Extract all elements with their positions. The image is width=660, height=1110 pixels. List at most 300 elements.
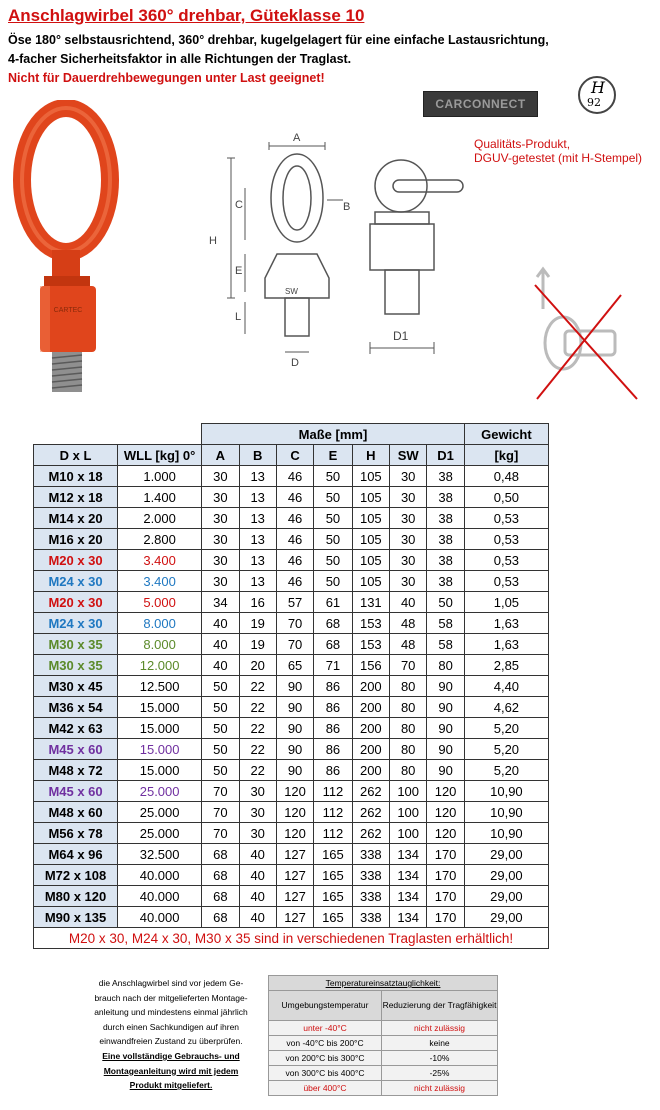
dimensions-header: Maße [mm]	[202, 424, 465, 445]
table-cell-c: 70	[276, 634, 313, 655]
table-cell-sw: 100	[390, 802, 427, 823]
col-header: H	[352, 445, 389, 466]
table-cell-d1: 90	[427, 697, 464, 718]
note-bold-line: Produkt mitgeliefert.	[129, 1080, 213, 1091]
table-cell-wll: 12.000	[118, 655, 202, 676]
table-row	[34, 466, 549, 487]
h-stamp-letter: H	[591, 78, 605, 97]
temp-col-header: Umgebungstemperatur	[269, 991, 382, 1021]
table-cell-dl: M64 x 96	[34, 844, 118, 865]
table-cell-a: 40	[202, 613, 239, 634]
table-cell-e: 50	[314, 466, 352, 487]
temp-cell-reduction: nicht zulässig	[382, 1081, 498, 1096]
table-cell-d1: 90	[427, 718, 464, 739]
table-cell-sw: 134	[390, 886, 427, 907]
col-header: C	[276, 445, 313, 466]
table-cell-d1: 38	[427, 466, 464, 487]
table-cell-sw: 48	[390, 613, 427, 634]
table-row	[34, 676, 549, 697]
label-d: D	[291, 357, 299, 369]
table-cell-wll: 3.400	[118, 550, 202, 571]
table-cell-a: 30	[202, 508, 239, 529]
table-cell-e: 86	[314, 718, 352, 739]
drawing-collar-side	[375, 212, 429, 224]
table-cell-e: 86	[314, 760, 352, 781]
table-cell-b: 13	[239, 529, 276, 550]
drawing-thread-front	[285, 298, 309, 336]
table-cell-w: 29,00	[464, 844, 548, 865]
table-cell-d1: 58	[427, 634, 464, 655]
table-cell-c: 46	[276, 508, 313, 529]
table-cell-w: 29,00	[464, 886, 548, 907]
table-cell-c: 120	[276, 781, 313, 802]
table-cell-e: 50	[314, 529, 352, 550]
table-cell-b: 19	[239, 634, 276, 655]
table-cell-b: 16	[239, 592, 276, 613]
table-cell-wll: 2.800	[118, 529, 202, 550]
drawing-eye-side	[375, 160, 427, 212]
table-cell-a: 70	[202, 823, 239, 844]
table-cell-c: 120	[276, 802, 313, 823]
table-cell-e: 71	[314, 655, 352, 676]
table-cell-sw: 134	[390, 865, 427, 886]
table-cell-d1: 58	[427, 613, 464, 634]
table-cell-dl: M24 x 30	[34, 613, 118, 634]
table-cell-e: 165	[314, 865, 352, 886]
table-cell-d1: 38	[427, 571, 464, 592]
table-cell-h: 131	[352, 592, 389, 613]
table-cell-w: 10,90	[464, 781, 548, 802]
description-line: 4-facher Sicherheitsfaktor in alle Richtungen der Traglast.	[8, 52, 352, 66]
col-header: D x L	[34, 445, 118, 466]
table-cell-wll: 12.500	[118, 676, 202, 697]
table-cell-h: 105	[352, 508, 389, 529]
note-line: brauch nach der mitgelieferten Montage-	[94, 992, 248, 1003]
weight-header: Gewicht	[464, 424, 548, 445]
col-header: E	[314, 445, 352, 466]
warning-text: Nicht für Dauerdrehbewegungen unter Last geeignet!	[8, 71, 325, 85]
table-cell-w: 4,40	[464, 676, 548, 697]
table-cell-sw: 80	[390, 718, 427, 739]
table-cell-b: 20	[239, 655, 276, 676]
table-row	[34, 508, 549, 529]
table-cell-w: 29,00	[464, 865, 548, 886]
table-cell-wll: 40.000	[118, 907, 202, 928]
table-cell-dl: M30 x 35	[34, 634, 118, 655]
note-bold-line: Montageanleitung wird mit jedem	[103, 1065, 239, 1076]
table-cell-d1: 38	[427, 508, 464, 529]
table-cell-d1: 38	[427, 550, 464, 571]
table-cell-a: 50	[202, 676, 239, 697]
temp-cell-range: von -40°C bis 200°C	[269, 1036, 382, 1051]
table-cell-h: 200	[352, 697, 389, 718]
table-cell-a: 30	[202, 529, 239, 550]
table-cell-w: 10,90	[464, 802, 548, 823]
col-header: SW	[390, 445, 427, 466]
temp-cell-reduction: -10%	[382, 1051, 498, 1066]
temp-cell-range: unter -40°C	[269, 1021, 382, 1036]
table-cell-w: 5,20	[464, 718, 548, 739]
table-cell-w: 1,63	[464, 613, 548, 634]
table-cell-dl: M45 x 60	[34, 781, 118, 802]
table-cell-a: 40	[202, 655, 239, 676]
table-cell-e: 50	[314, 550, 352, 571]
table-cell-a: 50	[202, 760, 239, 781]
note-line: anleitung und mindestens einmal jährlich	[94, 1007, 248, 1018]
table-cell-h: 153	[352, 634, 389, 655]
label-b: B	[343, 201, 351, 213]
temp-row	[269, 1051, 498, 1066]
table-cell-h: 262	[352, 823, 389, 844]
collar-shape	[44, 276, 90, 286]
table-cell-a: 70	[202, 781, 239, 802]
temp-cell-range: über 400°C	[269, 1081, 382, 1096]
table-cell-h: 200	[352, 718, 389, 739]
table-cell-sw: 80	[390, 676, 427, 697]
label-sw: SW	[285, 287, 298, 296]
product-photo	[8, 100, 128, 400]
table-cell-sw: 80	[390, 760, 427, 781]
label-c: C	[235, 199, 243, 211]
table-cell-b: 22	[239, 718, 276, 739]
table-cell-wll: 25.000	[118, 823, 202, 844]
table-cell-e: 50	[314, 571, 352, 592]
table-cell-c: 57	[276, 592, 313, 613]
col-header: A	[202, 445, 239, 466]
table-cell-dl: M30 x 35	[34, 655, 118, 676]
table-cell-a: 68	[202, 865, 239, 886]
table-cell-wll: 1.000	[118, 466, 202, 487]
table-row	[34, 697, 549, 718]
table-cell-c: 65	[276, 655, 313, 676]
table-cell-dl: M20 x 30	[34, 592, 118, 613]
table-cell-sw: 30	[390, 571, 427, 592]
table-cell-a: 68	[202, 886, 239, 907]
table-cell-d1: 50	[427, 592, 464, 613]
table-cell-a: 30	[202, 571, 239, 592]
table-cell-wll: 25.000	[118, 802, 202, 823]
table-cell-wll: 15.000	[118, 760, 202, 781]
table-cell-dl: M10 x 18	[34, 466, 118, 487]
table-cell-h: 200	[352, 676, 389, 697]
table-cell-e: 86	[314, 739, 352, 760]
table-cell-sw: 80	[390, 739, 427, 760]
table-row	[34, 844, 549, 865]
table-cell-b: 13	[239, 571, 276, 592]
table-cell-c: 46	[276, 487, 313, 508]
note-line: einwandfreien Zustand zu überprüfen.	[99, 1036, 243, 1047]
table-cell-w: 5,20	[464, 739, 548, 760]
table-cell-wll: 3.400	[118, 571, 202, 592]
table-cell-b: 19	[239, 613, 276, 634]
table-cell-w: 2,85	[464, 655, 548, 676]
table-cell-b: 40	[239, 907, 276, 928]
table-row	[34, 718, 549, 739]
table-row	[34, 739, 549, 760]
col-header: WLL [kg] 0°	[118, 445, 202, 466]
table-row	[34, 634, 549, 655]
table-cell-wll: 5.000	[118, 592, 202, 613]
table-cell-wll: 2.000	[118, 508, 202, 529]
drawing-body-side	[370, 224, 434, 270]
table-cell-h: 105	[352, 571, 389, 592]
h-stamp-year: 92	[587, 96, 601, 109]
table-cell-dl: M45 x 60	[34, 739, 118, 760]
description-line: Öse 180° selbstausrichtend, 360° drehbar, kugelgelagert für eine einfache Lastausrichtung,	[8, 33, 549, 47]
quality-text: Qualitäts-Produkt,	[474, 137, 571, 151]
table-cell-a: 30	[202, 487, 239, 508]
label-d1: D1	[393, 329, 409, 343]
table-cell-dl: M72 x 108	[34, 865, 118, 886]
table-cell-d1: 120	[427, 802, 464, 823]
note-line: durch einen Sachkundigen auf ihren	[102, 1021, 240, 1032]
table-cell-wll: 15.000	[118, 739, 202, 760]
table-cell-d1: 120	[427, 781, 464, 802]
table-cell-c: 46	[276, 571, 313, 592]
swivel-highlight	[40, 286, 50, 352]
table-cell-c: 90	[276, 718, 313, 739]
table-cell-h: 338	[352, 844, 389, 865]
table-cell-b: 30	[239, 823, 276, 844]
table-cell-e: 165	[314, 886, 352, 907]
table-cell-b: 22	[239, 676, 276, 697]
table-cell-d1: 170	[427, 907, 464, 928]
weight-unit-header: [kg]	[464, 445, 548, 466]
table-cell-w: 0,50	[464, 487, 548, 508]
temp-row	[269, 1036, 498, 1051]
table-cell-e: 86	[314, 676, 352, 697]
table-cell-h: 338	[352, 907, 389, 928]
table-cell-wll: 1.400	[118, 487, 202, 508]
table-cell-sw: 30	[390, 550, 427, 571]
table-cell-wll: 15.000	[118, 718, 202, 739]
table-cell-wll: 32.500	[118, 844, 202, 865]
temp-cell-reduction: nicht zulässig	[382, 1021, 498, 1036]
table-cell-h: 105	[352, 466, 389, 487]
table-cell-w: 0,53	[464, 550, 548, 571]
specs-table	[33, 423, 549, 949]
brand-logo: CARCONNECT	[423, 91, 538, 117]
table-cell-a: 68	[202, 907, 239, 928]
table-cell-b: 13	[239, 466, 276, 487]
table-footer-note: M20 x 30, M24 x 30, M30 x 35 sind in verschiedenen Traglasten erhältlich!	[34, 928, 549, 949]
table-cell-dl: M42 x 63	[34, 718, 118, 739]
table-cell-sw: 80	[390, 697, 427, 718]
table-cell-b: 40	[239, 865, 276, 886]
table-cell-dl: M80 x 120	[34, 886, 118, 907]
table-row	[34, 529, 549, 550]
table-cell-e: 68	[314, 634, 352, 655]
table-cell-c: 127	[276, 886, 313, 907]
table-cell-a: 70	[202, 802, 239, 823]
table-cell-w: 4,62	[464, 697, 548, 718]
table-cell-w: 29,00	[464, 907, 548, 928]
note-bold-line: Eine vollständige Gebrauchs- und	[102, 1050, 240, 1061]
table-cell-sw: 40	[390, 592, 427, 613]
table-cell-a: 50	[202, 697, 239, 718]
table-cell-d1: 120	[427, 823, 464, 844]
table-cell-h: 200	[352, 739, 389, 760]
table-cell-a: 68	[202, 844, 239, 865]
table-cell-w: 0,53	[464, 508, 548, 529]
note-line: die Anschlagwirbel sind vor jedem Ge-	[98, 978, 244, 988]
table-cell-dl: M24 x 30	[34, 571, 118, 592]
eye-neck-shape	[52, 250, 80, 280]
temperature-table	[268, 975, 498, 1096]
usage-notes	[82, 976, 260, 1093]
table-cell-b: 40	[239, 844, 276, 865]
table-cell-a: 50	[202, 718, 239, 739]
table-row	[34, 865, 549, 886]
table-cell-dl: M30 x 45	[34, 676, 118, 697]
drawing-eye-inner	[283, 166, 311, 230]
table-cell-b: 22	[239, 697, 276, 718]
table-cell-c: 46	[276, 529, 313, 550]
table-cell-dl: M56 x 78	[34, 823, 118, 844]
table-cell-sw: 30	[390, 529, 427, 550]
table-cell-h: 105	[352, 529, 389, 550]
table-cell-w: 5,20	[464, 760, 548, 781]
table-row	[34, 613, 549, 634]
table-cell-c: 127	[276, 844, 313, 865]
table-cell-e: 165	[314, 844, 352, 865]
table-cell-w: 1,05	[464, 592, 548, 613]
technical-drawing	[205, 128, 465, 378]
table-cell-sw: 134	[390, 907, 427, 928]
table-cell-dl: M14 x 20	[34, 508, 118, 529]
table-cell-c: 90	[276, 676, 313, 697]
table-cell-sw: 100	[390, 823, 427, 844]
table-cell-d1: 80	[427, 655, 464, 676]
table-cell-c: 90	[276, 697, 313, 718]
label-l: L	[235, 311, 242, 323]
table-cell-h: 105	[352, 487, 389, 508]
table-cell-b: 30	[239, 781, 276, 802]
table-cell-e: 112	[314, 781, 352, 802]
table-cell-sw: 30	[390, 487, 427, 508]
table-cell-wll: 15.000	[118, 697, 202, 718]
table-cell-e: 112	[314, 823, 352, 844]
table-cell-dl: M20 x 30	[34, 550, 118, 571]
temp-cell-range: von 200°C bis 300°C	[269, 1051, 382, 1066]
page-title: Anschlagwirbel 360° drehbar, Güteklasse 10	[8, 6, 365, 25]
table-cell-e: 112	[314, 802, 352, 823]
temp-col-header: Reduzierung der Tragfähigkeit	[382, 991, 498, 1021]
temp-cell-range: von 300°C bis 400°C	[269, 1066, 382, 1081]
table-cell-b: 30	[239, 802, 276, 823]
table-cell-sw: 30	[390, 466, 427, 487]
table-cell-a: 30	[202, 550, 239, 571]
table-cell-a: 50	[202, 739, 239, 760]
table-cell-b: 40	[239, 886, 276, 907]
table-cell-a: 30	[202, 466, 239, 487]
label-h: H	[209, 235, 217, 247]
table-cell-w: 1,63	[464, 634, 548, 655]
table-cell-d1: 170	[427, 844, 464, 865]
table-row	[34, 550, 549, 571]
table-cell-dl: M12 x 18	[34, 487, 118, 508]
table-cell-c: 90	[276, 760, 313, 781]
table-cell-c: 120	[276, 823, 313, 844]
table-cell-wll: 40.000	[118, 886, 202, 907]
table-cell-w: 0,53	[464, 529, 548, 550]
table-cell-b: 22	[239, 739, 276, 760]
table-cell-c: 127	[276, 865, 313, 886]
table-cell-wll: 8.000	[118, 613, 202, 634]
table-cell-b: 13	[239, 508, 276, 529]
table-cell-d1: 90	[427, 739, 464, 760]
table-cell-h: 338	[352, 865, 389, 886]
table-cell-sw: 100	[390, 781, 427, 802]
table-cell-d1: 38	[427, 487, 464, 508]
temp-row	[269, 1081, 498, 1096]
table-cell-e: 68	[314, 613, 352, 634]
table-row	[34, 802, 549, 823]
table-cell-d1: 90	[427, 676, 464, 697]
table-cell-e: 86	[314, 697, 352, 718]
table-cell-h: 153	[352, 613, 389, 634]
temp-cell-reduction: keine	[382, 1036, 498, 1051]
table-cell-e: 61	[314, 592, 352, 613]
table-cell-sw: 48	[390, 634, 427, 655]
table-cell-dl: M16 x 20	[34, 529, 118, 550]
table-row	[34, 886, 549, 907]
table-cell-e: 50	[314, 508, 352, 529]
label-a: A	[293, 132, 301, 144]
table-row	[34, 760, 549, 781]
table-cell-w: 0,53	[464, 571, 548, 592]
drawing-eye-outer	[271, 154, 323, 242]
table-cell-c: 46	[276, 550, 313, 571]
table-cell-dl: M36 x 54	[34, 697, 118, 718]
table-row	[34, 487, 549, 508]
quality-text: DGUV-getestet (mit H-Stempel)	[474, 151, 643, 165]
table-cell-h: 262	[352, 781, 389, 802]
table-cell-e: 50	[314, 487, 352, 508]
eye-ring-highlight	[22, 108, 110, 252]
table-row	[34, 781, 549, 802]
table-cell-c: 46	[276, 466, 313, 487]
col-header: D1	[427, 445, 464, 466]
table-cell-b: 13	[239, 487, 276, 508]
table-cell-c: 127	[276, 907, 313, 928]
table-cell-wll: 40.000	[118, 865, 202, 886]
table-cell-b: 22	[239, 760, 276, 781]
table-row	[34, 592, 549, 613]
table-cell-wll: 8.000	[118, 634, 202, 655]
table-cell-h: 200	[352, 760, 389, 781]
table-cell-h: 262	[352, 802, 389, 823]
product-stamp-text: CARTEC	[53, 307, 83, 314]
table-cell-a: 34	[202, 592, 239, 613]
temp-row	[269, 1021, 498, 1036]
table-cell-b: 13	[239, 550, 276, 571]
table-cell-d1: 38	[427, 529, 464, 550]
table-cell-e: 165	[314, 907, 352, 928]
table-cell-d1: 170	[427, 865, 464, 886]
temperature-caption: Temperatureinsatztauglichkeit:	[269, 976, 498, 991]
table-row	[34, 823, 549, 844]
table-cell-h: 338	[352, 886, 389, 907]
table-row	[34, 907, 549, 928]
table-cell-h: 156	[352, 655, 389, 676]
table-cell-d1: 90	[427, 760, 464, 781]
table-row	[34, 655, 549, 676]
table-cell-sw: 30	[390, 508, 427, 529]
table-cell-h: 105	[352, 550, 389, 571]
table-cell-dl: M48 x 60	[34, 802, 118, 823]
table-cell-wll: 25.000	[118, 781, 202, 802]
